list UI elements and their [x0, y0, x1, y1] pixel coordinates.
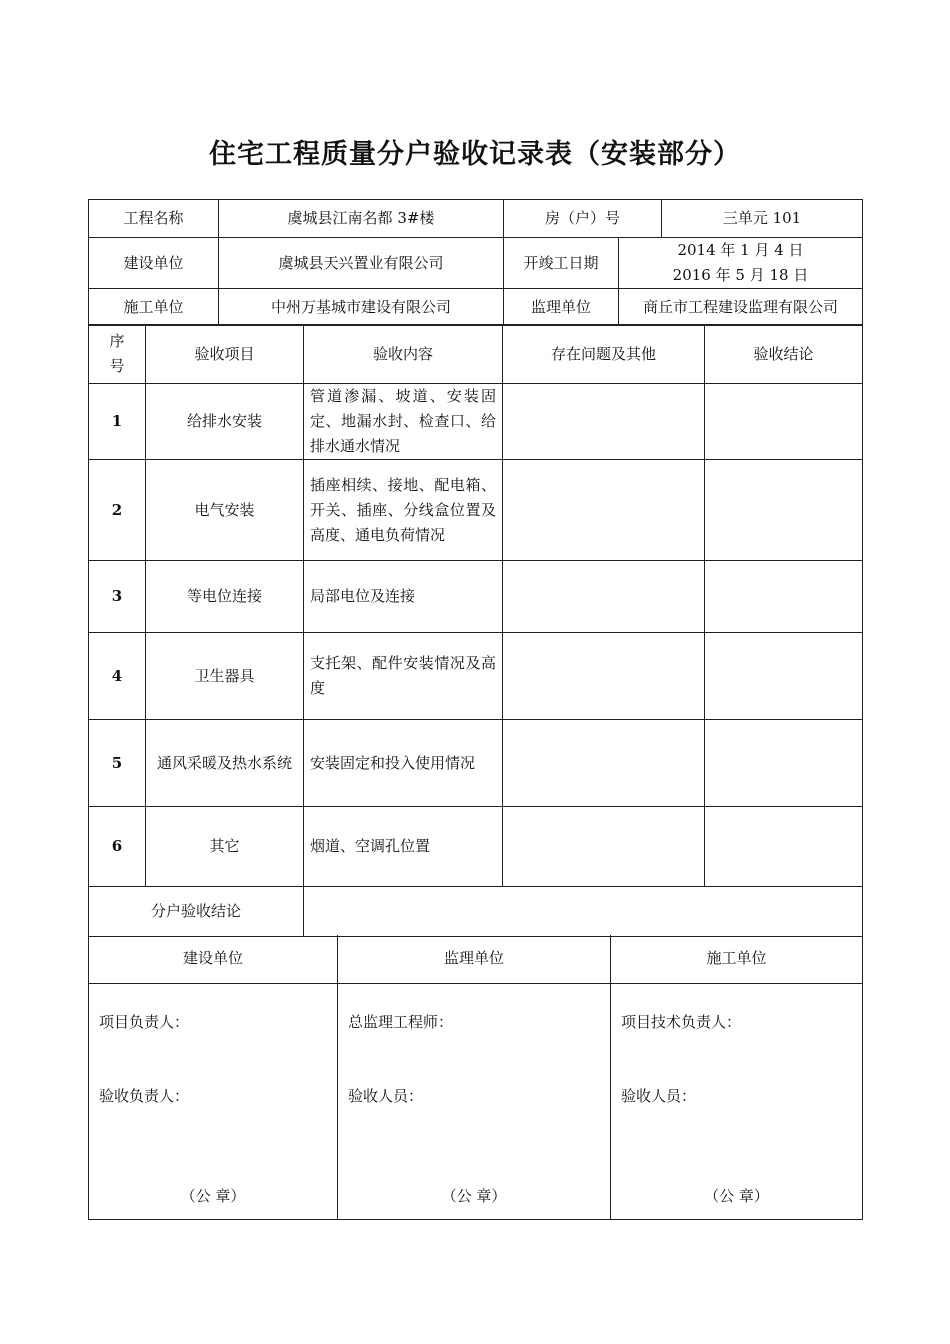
table-row: [89, 561, 863, 633]
row-content: 插座相续、接地、配电箱、开关、插座、分线盒位置及高度、通电负荷情况: [304, 460, 503, 561]
contractor-seal-label: （公 章）: [704, 1186, 769, 1205]
builder-signature-cell: [89, 983, 338, 1219]
row-item: 给排水安装: [146, 384, 304, 460]
row-content: 局部电位及连接: [304, 561, 503, 633]
row-content: 支托架、配件安装情况及高度: [304, 633, 503, 720]
project-name-label: 工程名称: [89, 200, 219, 238]
room-value: 三单元 101: [662, 200, 863, 238]
inspection-table: [88, 324, 863, 937]
end-date: 2016 年 5 月 18 日: [672, 266, 809, 284]
project-info-table: [88, 199, 863, 326]
builder-value: 虞城县天兴置业有限公司: [219, 238, 504, 289]
supervisor-inspector-label: 验收人员：: [348, 1086, 424, 1105]
dates-value: [619, 238, 863, 289]
dates-label: 开竣工日期: [504, 238, 619, 289]
builder-signature-title: 建设单位: [89, 935, 338, 983]
start-date: 2014 年 1 月 4 日: [677, 241, 804, 259]
contractor-label: 施工单位: [89, 289, 219, 326]
row-content: 烟道、空调孔位置: [304, 807, 503, 887]
row-conclusion: [705, 720, 863, 807]
builder-label: 建设单位: [89, 238, 219, 289]
technical-leader-label: 项目技术负责人：: [621, 1012, 742, 1031]
signature-header-row: [89, 935, 863, 983]
row-item: 通风采暖及热水系统: [146, 720, 304, 807]
supervisor-signature-cell: [338, 983, 611, 1219]
summary-label: 分户验收结论: [89, 887, 304, 937]
room-label: 房（户）号: [504, 200, 662, 238]
row-number: 6: [89, 807, 146, 887]
row-conclusion: [705, 460, 863, 561]
supervisor-signature-title: 监理单位: [338, 935, 611, 983]
table-row: [89, 633, 863, 720]
column-header: 验收项目: [146, 325, 304, 384]
row-issues: [503, 384, 705, 460]
row-item: 电气安装: [146, 460, 304, 561]
column-header: 验收内容: [304, 325, 503, 384]
page-title: 住宅工程质量分户验收记录表（安装部分）: [209, 139, 741, 170]
summary-value: [304, 887, 863, 937]
table-header-row: [89, 325, 863, 384]
table-row: [89, 384, 863, 460]
row-number: 1: [89, 384, 146, 460]
row-conclusion: [705, 807, 863, 887]
row-item: 卫生器具: [146, 633, 304, 720]
table-row: [89, 807, 863, 887]
row-content: 安装固定和投入使用情况: [304, 720, 503, 807]
row-issues: [503, 807, 705, 887]
row-issues: [503, 460, 705, 561]
row-number: 4: [89, 633, 146, 720]
row-conclusion: [705, 633, 863, 720]
contractor-inspector-label: 验收人员：: [621, 1086, 697, 1105]
project-name-value: 虞城县江南名都 3#楼: [219, 200, 504, 238]
row-issues: [503, 633, 705, 720]
builder-acceptance-leader-label: 验收负责人：: [99, 1086, 190, 1105]
signature-body-row: [89, 983, 863, 1219]
contractor-value: 中州万基城市建设有限公司: [219, 289, 504, 326]
column-header: 存在问题及其他: [503, 325, 705, 384]
chief-supervisor-label: 总监理工程师：: [348, 1012, 454, 1031]
contractor-signature-cell: [611, 983, 863, 1219]
builder-project-leader-label: 项目负责人：: [99, 1012, 190, 1031]
row-item: 等电位连接: [146, 561, 304, 633]
table-row: [89, 720, 863, 807]
supervisor-value: 商丘市工程建设监理有限公司: [619, 289, 863, 326]
row-item: 其它: [146, 807, 304, 887]
supervisor-label: 监理单位: [504, 289, 619, 326]
row-content: 管道渗漏、坡道、安装固定、地漏水封、检查口、给排水通水情况: [304, 384, 503, 460]
contractor-signature-title: 施工单位: [611, 935, 863, 983]
row-number: 3: [89, 561, 146, 633]
builder-seal-label: （公 章）: [180, 1186, 246, 1205]
row-issues: [503, 561, 705, 633]
signature-table: [88, 935, 863, 1220]
column-header: 验收结论: [705, 325, 863, 384]
table-row: [89, 460, 863, 561]
row-conclusion: [705, 561, 863, 633]
row-number: 2: [89, 460, 146, 561]
row-conclusion: [705, 384, 863, 460]
row-issues: [503, 720, 705, 807]
row-number: 5: [89, 720, 146, 807]
summary-row: [89, 887, 863, 937]
column-header: 序号: [89, 325, 146, 384]
supervisor-seal-label: （公 章）: [441, 1186, 507, 1205]
